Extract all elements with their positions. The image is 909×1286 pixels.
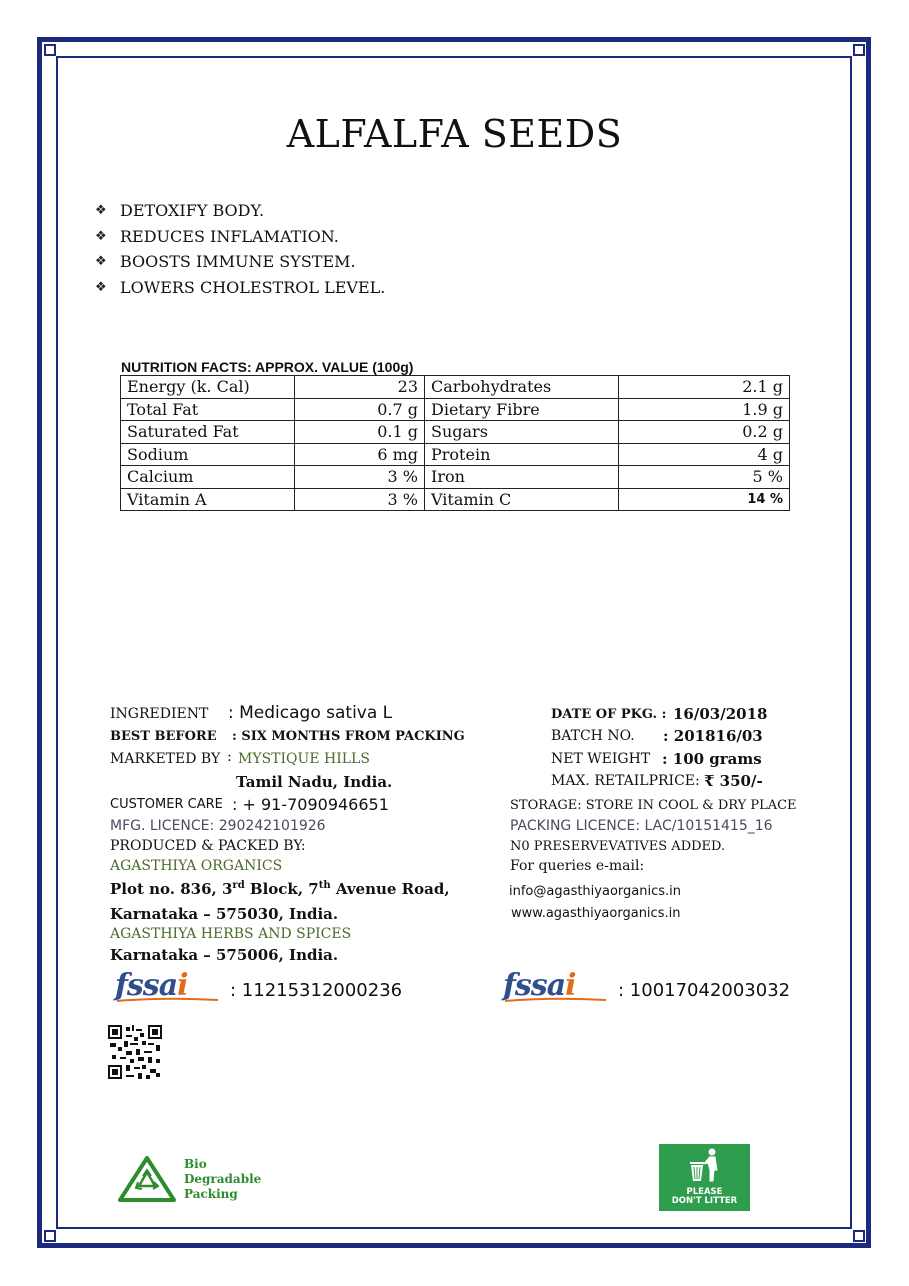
corner-ornament <box>853 1230 865 1242</box>
recycle-icon <box>117 1155 177 1203</box>
best-before-label: BEST BEFORE <box>110 729 217 744</box>
marketer-place: Tamil Nadu, India. <box>236 773 393 791</box>
list-item: ❖ LOWERS CHOLESTROL LEVEL. <box>95 277 386 297</box>
benefits-list <box>95 198 385 300</box>
mrp-label: MAX. RETAILPRICE: <box>551 773 700 789</box>
net-weight-label: NET WEIGHT <box>551 751 651 767</box>
date-label: DATE OF PKG. : <box>551 707 667 722</box>
nutrition-table <box>120 375 790 511</box>
dont-litter-badge <box>659 1144 750 1211</box>
packing-licence: PACKING LICENCE: LAC/10151415_16 <box>510 818 773 834</box>
customer-care-value: : + 91-7090946651 <box>232 795 389 814</box>
dont-litter-text: PLEASE DON'T LITTER <box>671 1187 738 1206</box>
table-row: Saturated Fat 0.1 g Sugars 0.2 g <box>121 421 790 444</box>
fssai-underline <box>503 997 608 1003</box>
litter-bin-icon <box>685 1148 725 1184</box>
fssai-logo: fssai <box>115 968 188 1003</box>
diamond-bullet-icon: ❖ <box>95 228 107 244</box>
best-before-value: : SIX MONTHS FROM PACKING <box>232 729 465 744</box>
corner-ornament <box>44 1230 56 1242</box>
mfg-licence: MFG. LICENCE: 290242101926 <box>110 818 326 834</box>
nutrition-heading: NUTRITION FACTS: APPROX. VALUE (100g) <box>121 359 414 375</box>
net-weight-value: : 100 grams <box>662 750 762 768</box>
second-company: AGASTHIYA HERBS AND SPICES <box>110 926 352 942</box>
produced-by-label: PRODUCED & PACKED BY: <box>110 838 306 854</box>
corner-ornament <box>44 44 56 56</box>
table-row: Vitamin A 3 % Vitamin C 14 % <box>121 488 790 511</box>
batch-label: BATCH NO. <box>551 728 635 744</box>
colon: : <box>227 749 232 765</box>
fssai-licence-number: : 10017042003032 <box>618 980 791 1001</box>
marketer-name: MYSTIQUE HILLS <box>238 751 370 767</box>
diamond-bullet-icon: ❖ <box>95 203 107 219</box>
fssai-underline <box>115 997 220 1003</box>
product-title: ALFALFA SEEDS <box>286 112 623 156</box>
fssai-licence-number: : 11215312000236 <box>230 980 403 1001</box>
table-row: Total Fat 0.7 g Dietary Fibre 1.9 g <box>121 398 790 421</box>
marketed-by-label: MARKETED BY <box>110 751 221 767</box>
diamond-bullet-icon: ❖ <box>95 279 107 295</box>
ingredient-value: : Medicago sativa L <box>228 703 393 723</box>
storage-info: STORAGE: STORE IN COOL & DRY PLACE <box>510 798 797 813</box>
list-item: ❖ DETOXIFY BODY. <box>95 201 265 221</box>
producer-city: Karnataka – 575030, India. <box>110 905 339 923</box>
mrp-value: ₹ 350/- <box>704 772 763 790</box>
no-preservatives: N0 PRESERVEVATIVES ADDED. <box>510 839 726 854</box>
website-link[interactable]: www.agasthiyaorganics.in <box>511 906 681 921</box>
queries-label: For queries e-mail: <box>510 858 645 874</box>
list-item: ❖ REDUCES INFLAMATION. <box>95 226 339 246</box>
corner-ornament <box>853 44 865 56</box>
table-row: Energy (k. Cal) 23 Carbohydrates 2.1 g <box>121 376 790 399</box>
table-row: Sodium 6 mg Protein 4 g <box>121 443 790 466</box>
email-link[interactable]: info@agasthiyaorganics.in <box>509 884 681 899</box>
second-city: Karnataka – 575006, India. <box>110 946 339 964</box>
producer-address: Plot no. 836, 3rd Block, 7th Avenue Road, <box>110 880 450 898</box>
qr-code-icon <box>108 1025 162 1079</box>
ingredient-label: INGREDIENT <box>110 706 209 722</box>
producer-name: AGASTHIYA ORGANICS <box>110 858 283 874</box>
table-row: Calcium 3 % Iron 5 % <box>121 466 790 489</box>
list-item: ❖ BOOSTS IMMUNE SYSTEM. <box>95 252 356 272</box>
customer-care-label: CUSTOMER CARE <box>110 797 223 812</box>
diamond-bullet-icon: ❖ <box>95 254 107 270</box>
fssai-logo: fssai <box>503 968 576 1003</box>
date-value: 16/03/2018 <box>673 705 768 723</box>
batch-value: : 201816/03 <box>663 727 763 745</box>
bio-degradable-label: Bio Degradable Packing <box>184 1157 262 1201</box>
